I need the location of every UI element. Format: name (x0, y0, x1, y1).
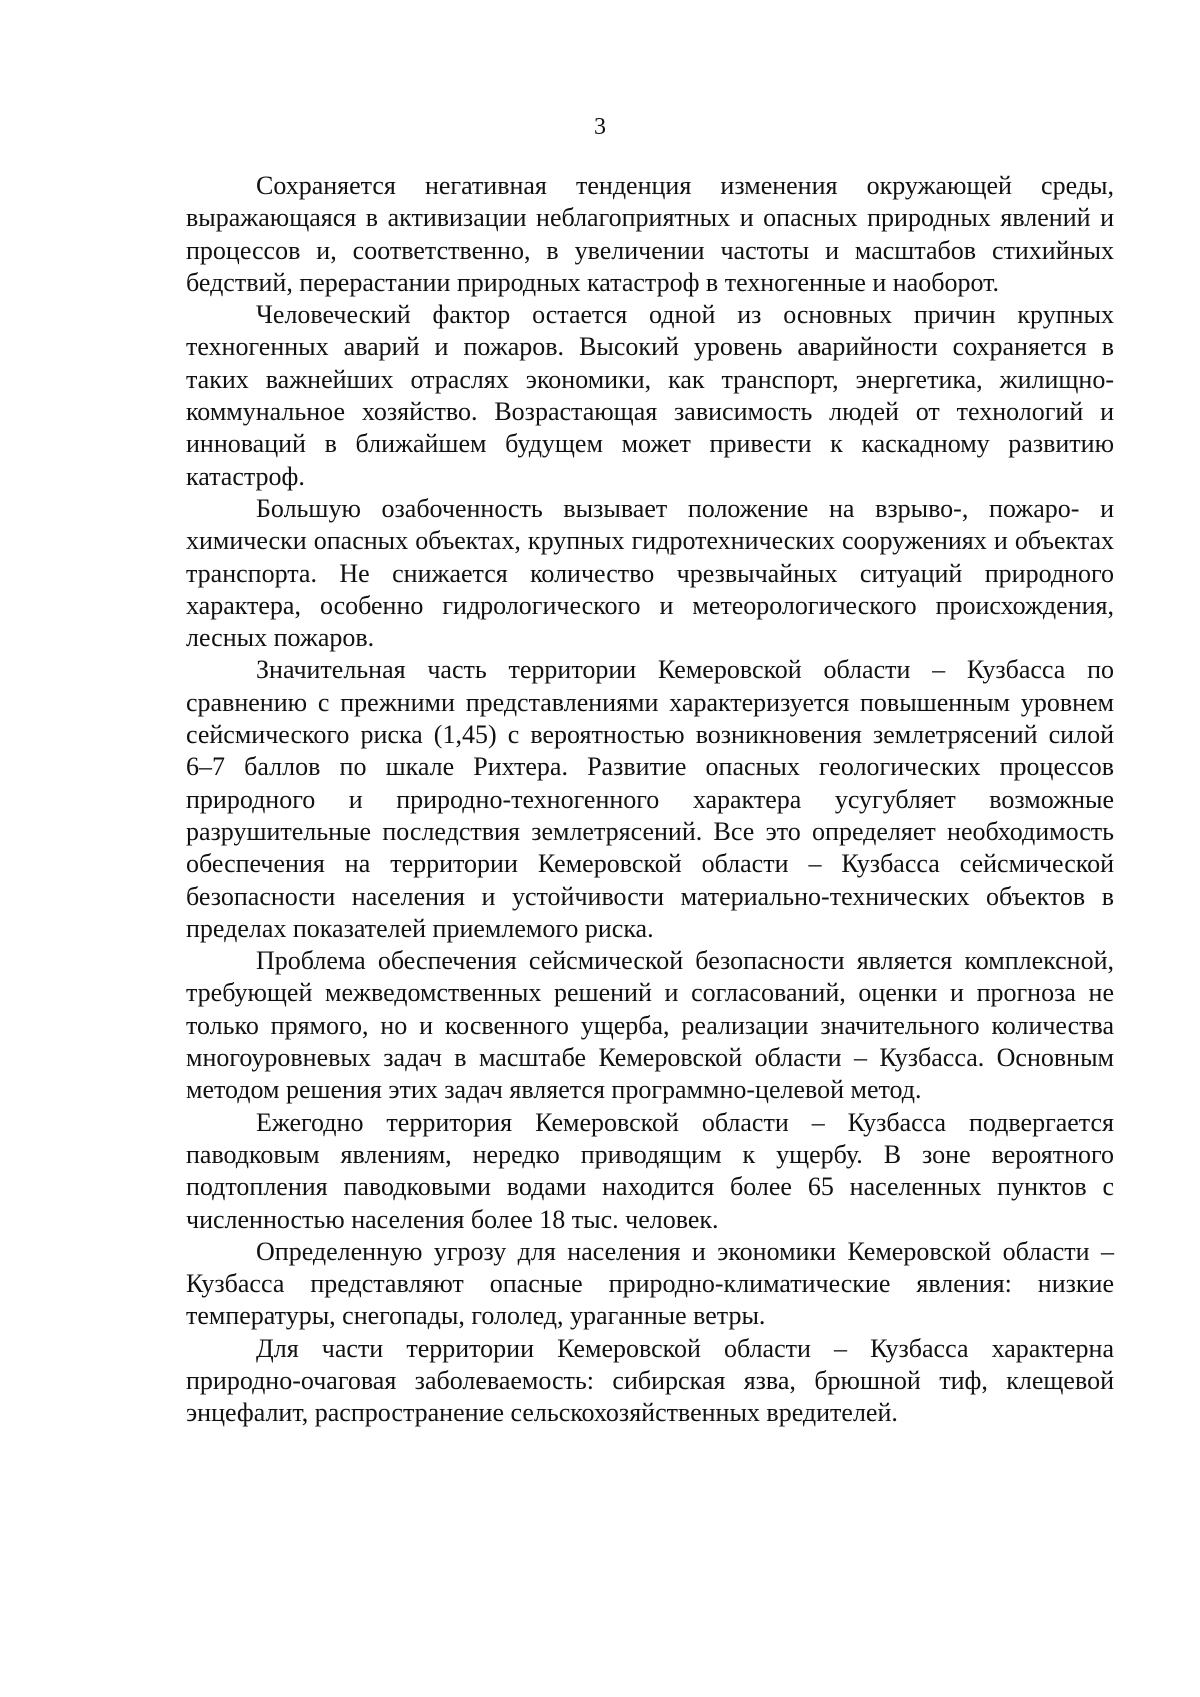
paragraph-climate-threats: Определенную угрозу для населения и экономики Кемеровской области – Кузбасса представляют опасные природно-климатические явления: низкие температуры, снегопады, гололед, ураганные ветры. (186, 1236, 1114, 1331)
page-number: 3 (594, 114, 606, 140)
paragraph-environment-trend: Сохраняется негативная тенденция изменения окружающей среды, выражающаяся в активизации неблагоприятных и опасных природных явлений и процессов и, соответственно, в увеличении частоты и масштабов стихийных бедствий, перерастании природных катастроф в техногенные и наоборот. (186, 171, 1114, 297)
paragraph-human-factor: Человеческий фактор остается одной из основных причин крупных техногенных аварий и пожаров. Высокий уровень аварийности сохраняется в таких важнейших отраслях экономики, как транспорт, энергетика, жилищно-коммунальное хозяйство. Возрастающая зависимость людей от технологий и инноваций в ближайшем будущем может привести к каскадному развитию катастроф. (186, 300, 1114, 491)
paragraph-hazardous-objects: Большую озабоченность вызывает положение на взрыво-, пожаро- и химически опасных объектах, крупных гидротехнических сооружениях и объектах транспорта. Не снижается количество чрезвычайных ситуаций природного характера, особенно гидрологического и метеорологического происхождения, лесных пожаров. (186, 493, 1114, 653)
paragraph-floods: Ежегодно территория Кемеровской области – Кузбасса подвергается паводковым явлениям, нередко приводящим к ущербу. В зоне вероятного подтопления паводковыми водами находится более 65 населенных пунктов с численностью населения более 18 тыс. человек. (186, 1107, 1114, 1234)
paragraph-seismic-safety-problem: Проблема обеспечения сейсмической безопасности является комплексной, требующей межведомственных решений и согласований, оценки и прогноза не только прямого, но и косвенного ущерба, реализации значительного количества многоуровневых задач в масштабе Кемеровской области – Кузбасса. Основным методом решения этих задач является программно-целевой метод. (186, 946, 1114, 1105)
paragraph-natural-focal-diseases: Для части территории Кемеровской области – Кузбасса характерна природно-очаговая заболеваемость: сибирская язва, брюшной тиф, клещевой энцефалит, распространение сельскохозяйственных вредителей. (186, 1333, 1114, 1428)
paragraph-seismic-risk: Значительная часть территории Кемеровской области – Кузбасса по сравнению с прежними представлениями характеризуется повышенным уровнем сейсмического риска (1,45) с вероятностью возникновения землетрясений силой 6–7 баллов по шкале Рихтера. Развитие опасных геологических процессов природного и природно-техногенного характера усугубляет возможные разрушительные последствия землетрясений. Все это определяет необходимость обеспечения на территории Кемеровской области – Кузбасса сейсмической безопасности населения и устойчивости материально-технических объектов в пределах показателей приемлемого риска. (186, 655, 1114, 943)
document-body (186, 170, 1114, 1430)
